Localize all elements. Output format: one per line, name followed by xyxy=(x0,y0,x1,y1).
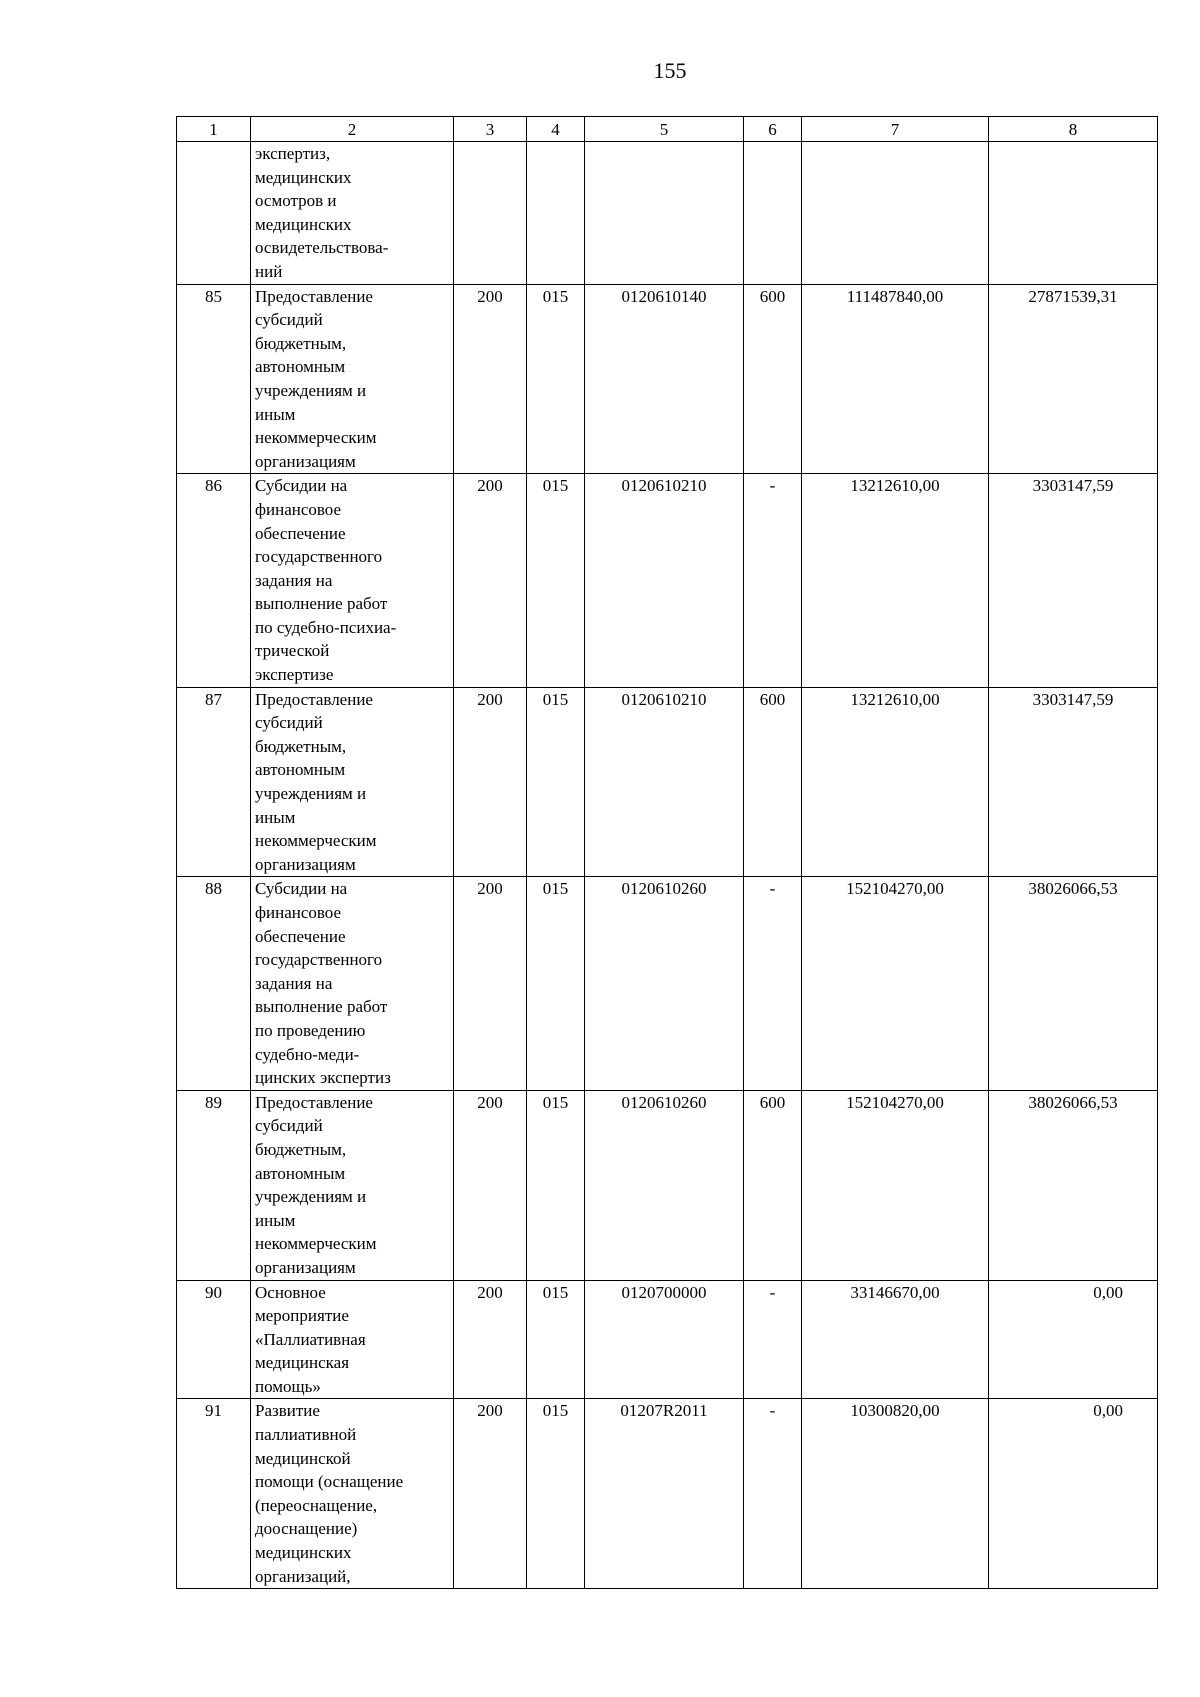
row-name-line: цинских экспертиз xyxy=(255,1068,391,1088)
row-name-line: учреждениям и xyxy=(255,784,367,804)
row-name-line: (переоснащение, xyxy=(255,1495,378,1515)
row-name-line: некоммерческим xyxy=(255,831,377,851)
row-name-line: финансовое xyxy=(255,499,342,519)
row-name-line: иным xyxy=(255,1210,296,1230)
row-col-4: 015 xyxy=(527,284,585,474)
row-col-8: 3303147,59 xyxy=(989,687,1158,877)
row-name-line: финансовое xyxy=(255,903,342,922)
row-col-7: 152104270,00 xyxy=(802,1090,989,1280)
row-col-3: 200 xyxy=(454,1280,527,1399)
row-name-line: трической xyxy=(255,641,330,661)
row-col-4: 015 xyxy=(527,1399,585,1589)
row-number: 86 xyxy=(177,474,251,687)
row-name-line: Предоставление xyxy=(255,689,373,709)
row-number xyxy=(177,142,251,285)
row-name-line: осмотров и xyxy=(255,191,337,211)
row-col-6 xyxy=(744,142,802,285)
row-col-6: - xyxy=(744,877,802,1090)
table-row xyxy=(177,687,1158,877)
row-col-4: 015 xyxy=(527,877,585,1090)
row-name-line: мероприятие xyxy=(255,1306,349,1326)
row-col-8: 0,00 xyxy=(989,1399,1158,1589)
column-header-5: 5 xyxy=(585,117,744,142)
row-name-line: некоммерческим xyxy=(255,1234,377,1254)
row-name-line: организаций, xyxy=(255,1566,351,1586)
row-col-5: 0120610140 xyxy=(585,284,744,474)
row-name-line: обеспечение xyxy=(255,926,346,946)
row-name-line: задания на xyxy=(255,570,333,590)
row-col-8: 27871539,31 xyxy=(989,284,1158,474)
row-col-6: - xyxy=(744,1399,802,1589)
row-col-5: 0120610210 xyxy=(585,687,744,877)
table-row xyxy=(177,284,1158,474)
row-col-5: 01207R2011 xyxy=(585,1399,744,1589)
row-col-3: 200 xyxy=(454,1090,527,1280)
row-col-8: 38026066,53 xyxy=(989,1090,1158,1280)
row-col-6: - xyxy=(744,1280,802,1399)
row-col-4: 015 xyxy=(527,1280,585,1399)
table-row xyxy=(177,1280,1158,1399)
row-name-line: Развитие xyxy=(255,1401,320,1421)
row-col-6: 600 xyxy=(744,1090,802,1280)
row-col-7: 33146670,00 xyxy=(802,1280,989,1399)
row-col-7: 10300820,00 xyxy=(802,1399,989,1589)
row-col-3: 200 xyxy=(454,1399,527,1589)
page-number: 155 xyxy=(653,58,687,83)
row-col-5: 0120610260 xyxy=(585,1090,744,1280)
row-number: 85 xyxy=(177,284,251,474)
row-number: 91 xyxy=(177,1399,251,1589)
row-col-7: 111487840,00 xyxy=(802,284,989,474)
row-number: 87 xyxy=(177,687,251,877)
row-name-line: организациям xyxy=(255,854,356,874)
row-name xyxy=(251,1280,454,1399)
row-name xyxy=(251,284,454,474)
row-name-line: иным xyxy=(255,807,296,827)
row-name-line: помощи (оснащение xyxy=(255,1472,404,1492)
row-name-line: выполнение работ xyxy=(255,594,388,614)
row-name-line: медицинских xyxy=(255,214,352,234)
row-col-4: 015 xyxy=(527,687,585,877)
row-col-8: 0,00 xyxy=(989,1280,1158,1399)
row-name-line: медицинских xyxy=(255,1543,352,1563)
row-name-line: субсидий xyxy=(255,713,323,733)
row-name xyxy=(251,1399,454,1589)
row-name-line: автономным xyxy=(255,1163,346,1183)
row-name-line: задания на xyxy=(255,973,333,993)
row-number: 88 xyxy=(177,877,251,1090)
row-name-line: Предоставление xyxy=(255,1092,373,1112)
row-name-line: бюджетным, xyxy=(255,1139,347,1159)
row-col-6: 600 xyxy=(744,284,802,474)
table-row xyxy=(177,877,1158,1090)
row-name-line: государственного xyxy=(255,547,383,567)
table-row xyxy=(177,1399,1158,1589)
row-name-line: автономным xyxy=(255,760,346,780)
row-col-7 xyxy=(802,142,989,285)
table-row xyxy=(177,1090,1158,1280)
row-col-3: 200 xyxy=(454,474,527,687)
row-col-5: 0120610260 xyxy=(585,877,744,1090)
row-name xyxy=(251,142,454,285)
row-col-4 xyxy=(527,142,585,285)
row-name-line: выполнение работ xyxy=(255,997,388,1017)
column-header-2: 2 xyxy=(251,117,454,142)
row-name-line: организациям xyxy=(255,1257,356,1277)
row-col-7: 152104270,00 xyxy=(802,877,989,1090)
row-number: 90 xyxy=(177,1280,251,1399)
row-name-line: Предоставление xyxy=(255,286,373,306)
row-col-8 xyxy=(989,142,1158,285)
column-header-6: 6 xyxy=(744,117,802,142)
row-name-line: по проведению xyxy=(255,1020,366,1040)
row-name-line: медицинская xyxy=(255,1353,350,1373)
row-name-line: медицинских xyxy=(255,167,352,187)
row-name-line: учреждениям и xyxy=(255,1187,367,1207)
row-col-4: 015 xyxy=(527,474,585,687)
column-header-4: 4 xyxy=(527,117,585,142)
row-col-5 xyxy=(585,142,744,285)
row-name-line: ний xyxy=(255,261,283,281)
header-row xyxy=(177,117,1158,142)
column-header-3: 3 xyxy=(454,117,527,142)
row-name-line: Субсидии на xyxy=(255,879,348,899)
row-name-line: организациям xyxy=(255,451,356,471)
row-col-3: 200 xyxy=(454,687,527,877)
row-name-line: по судебно-психиа- xyxy=(255,617,397,637)
row-col-3: 200 xyxy=(454,877,527,1090)
row-col-7: 13212610,00 xyxy=(802,687,989,877)
row-name-line: обеспечение xyxy=(255,523,346,543)
row-col-5: 0120610210 xyxy=(585,474,744,687)
row-name xyxy=(251,687,454,877)
row-name-line: Субсидии на xyxy=(255,476,348,496)
row-col-3 xyxy=(454,142,527,285)
row-name-line: экспертизе xyxy=(255,665,334,685)
row-name-line: экспертиз, xyxy=(255,144,331,163)
row-name-line: дооснащение) xyxy=(255,1519,358,1539)
row-name-line: медицинской xyxy=(255,1448,351,1468)
row-col-6: 600 xyxy=(744,687,802,877)
row-name xyxy=(251,474,454,687)
row-name-line: «Паллиативная xyxy=(255,1329,366,1349)
column-header-7: 7 xyxy=(802,117,989,142)
row-name-line: субсидий xyxy=(255,310,323,330)
row-col-6: - xyxy=(744,474,802,687)
table-row xyxy=(177,142,1158,285)
row-name-line: бюджетным, xyxy=(255,736,347,756)
row-col-8: 3303147,59 xyxy=(989,474,1158,687)
column-header-1: 1 xyxy=(177,117,251,142)
row-name-line: паллиативной xyxy=(255,1425,357,1445)
row-name-line: автономным xyxy=(255,357,346,377)
row-col-7: 13212610,00 xyxy=(802,474,989,687)
column-header-8: 8 xyxy=(989,117,1158,142)
row-name xyxy=(251,877,454,1090)
row-number: 89 xyxy=(177,1090,251,1280)
row-name-line: Основное xyxy=(255,1282,326,1302)
row-name-line: бюджетным, xyxy=(255,333,347,353)
row-col-8: 38026066,53 xyxy=(989,877,1158,1090)
row-name-line: некоммерческим xyxy=(255,428,377,448)
row-name-line: иным xyxy=(255,404,296,424)
row-name-line: судебно-меди- xyxy=(255,1044,360,1064)
row-name-line: помощь» xyxy=(255,1376,321,1396)
row-name xyxy=(251,1090,454,1280)
table-row xyxy=(177,474,1158,687)
row-name-line: освидетельствова- xyxy=(255,238,389,258)
row-name-line: субсидий xyxy=(255,1116,323,1136)
row-col-3: 200 xyxy=(454,284,527,474)
row-name-line: государственного xyxy=(255,950,383,970)
row-col-5: 0120700000 xyxy=(585,1280,744,1399)
budget-table xyxy=(176,116,1158,1589)
row-col-4: 015 xyxy=(527,1090,585,1280)
row-name-line: учреждениям и xyxy=(255,380,367,400)
